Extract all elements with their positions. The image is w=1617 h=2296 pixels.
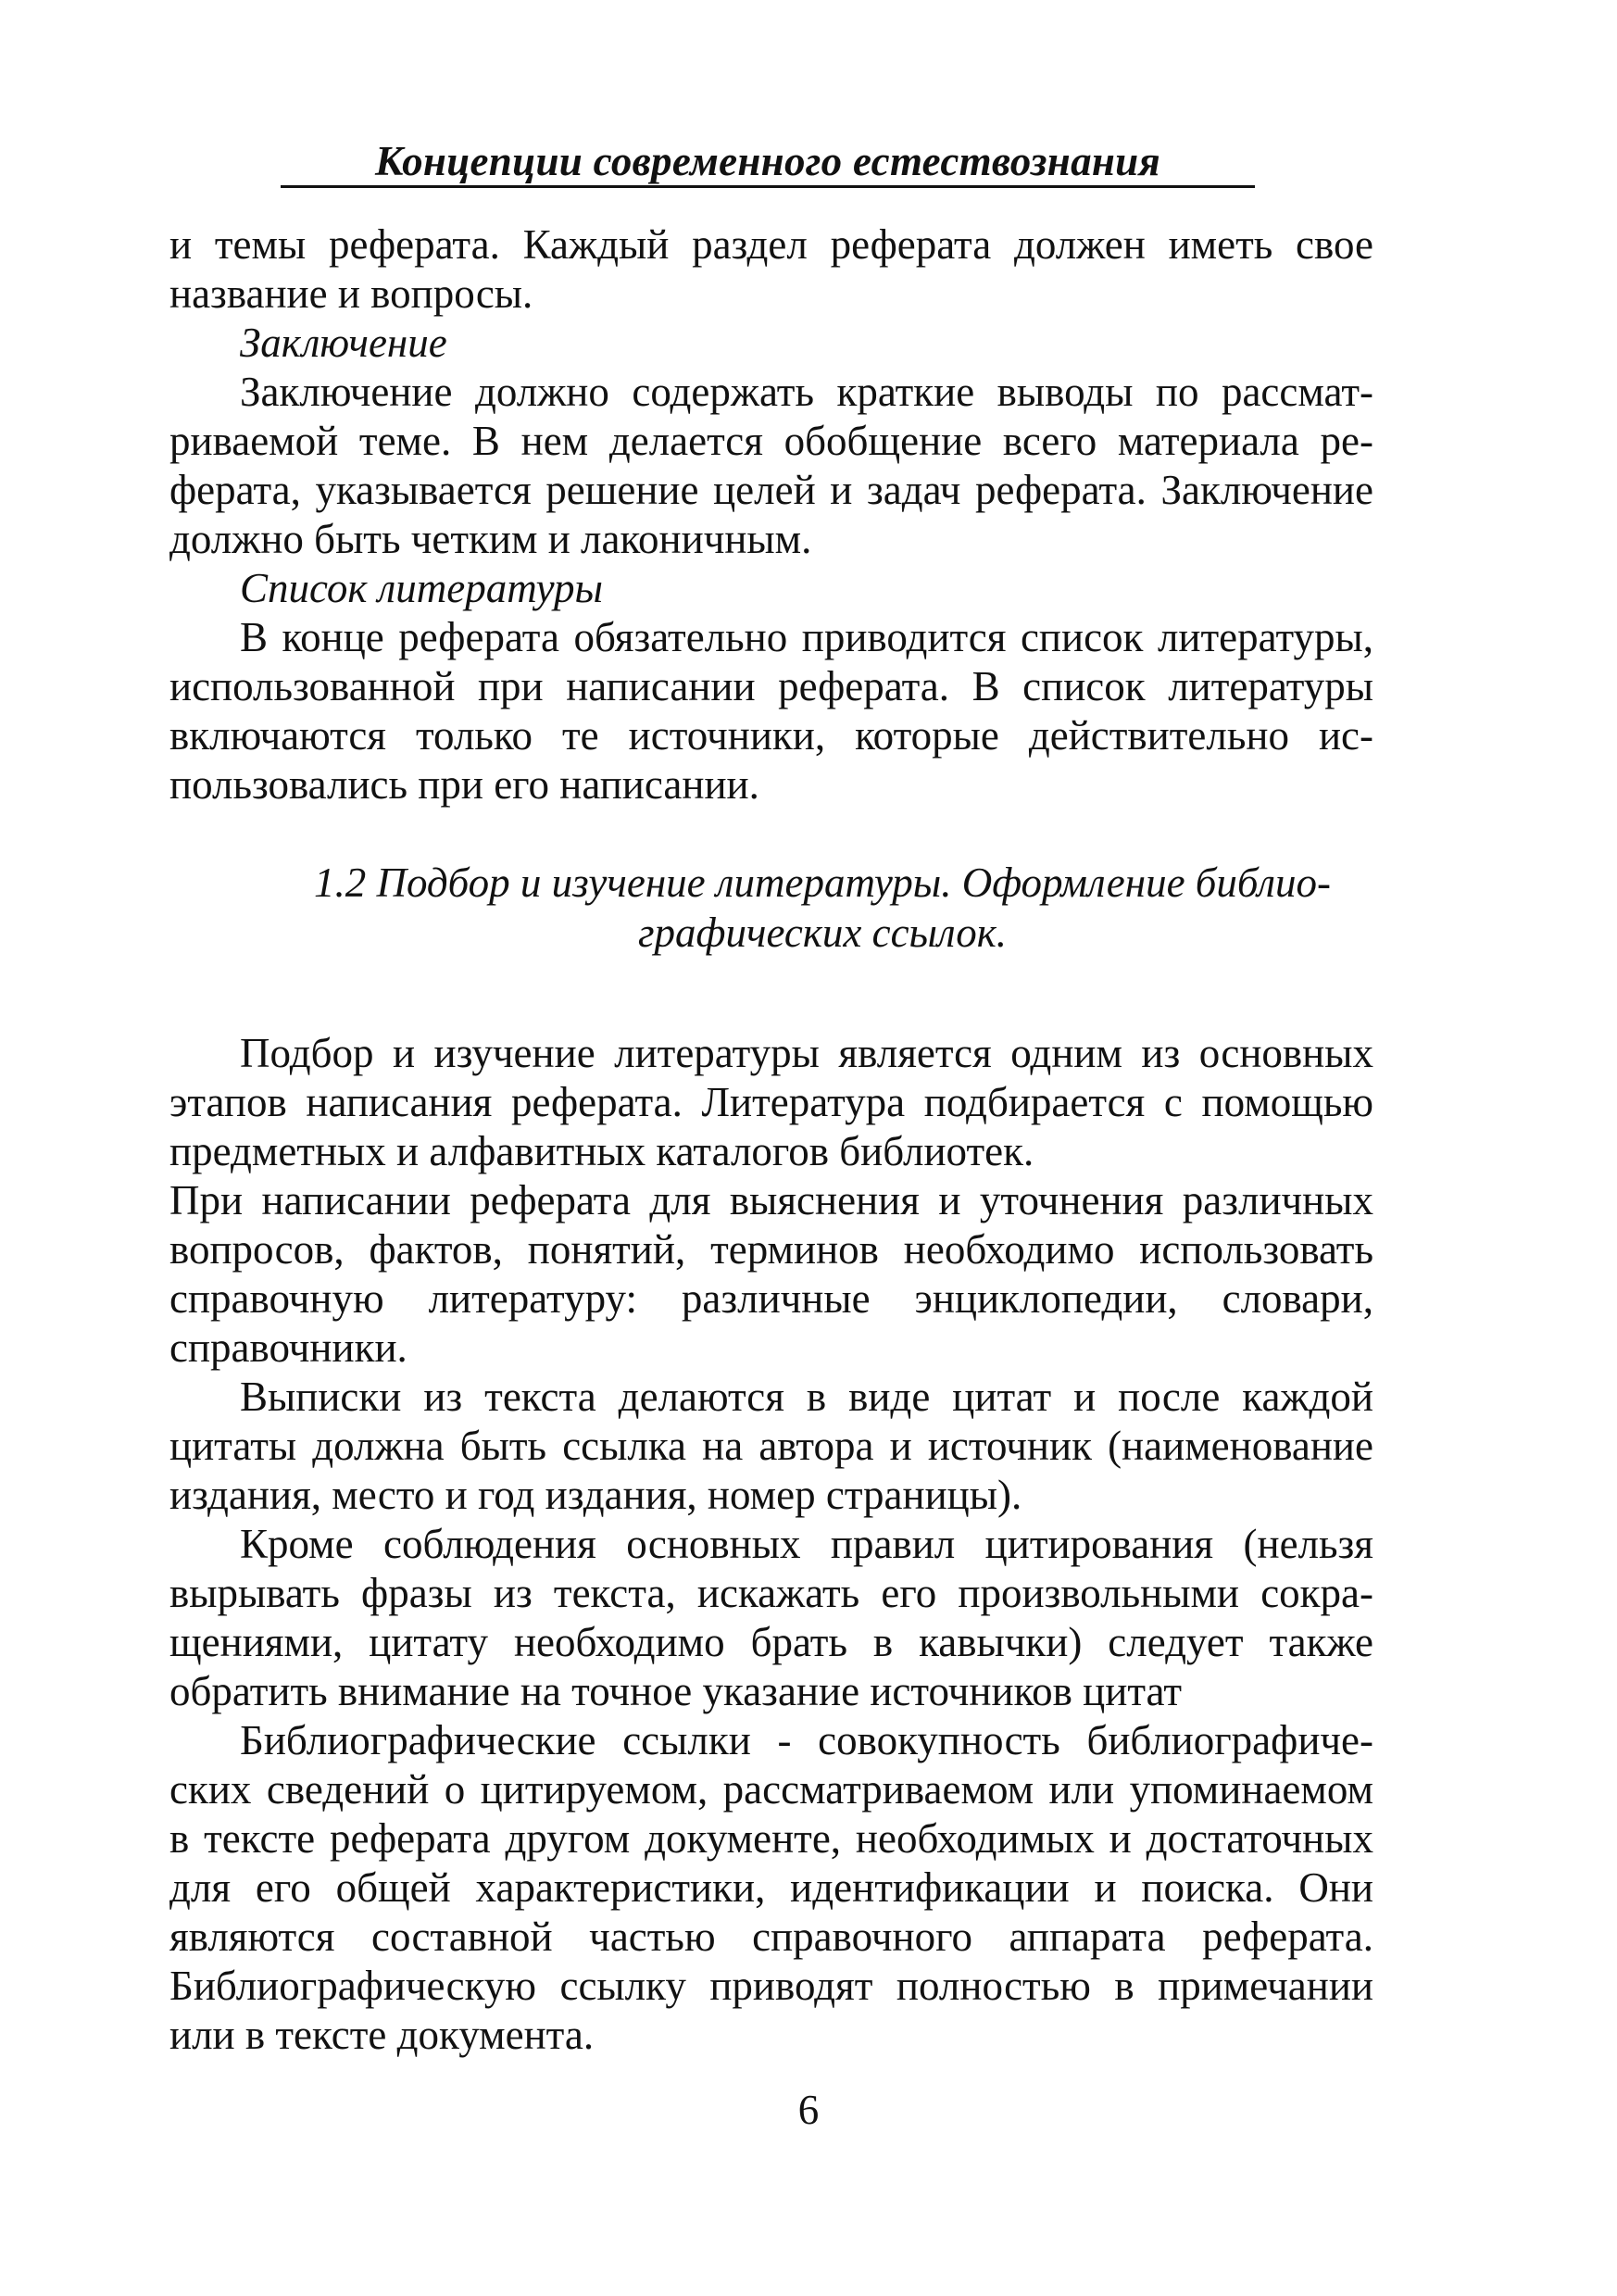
section-title-line-1: 1.2 Подбор и изучение литературы. Оформление библио- [313, 859, 1332, 906]
running-header: Концепции современного естествознания [281, 137, 1255, 188]
section-title-line-2: графических ссылок. [638, 910, 1007, 956]
conclusion-paragraph: Заключение должно содержать краткие выводы по рассмат-риваемой теме. В нем делается обобщение всего материала ре-ферата, указывается решение целей и задач реферата. Заключение должно быть четким и лаконичным. [169, 369, 1373, 562]
page-number: 6 [797, 2087, 820, 2133]
conclusion-heading: Заключение [240, 320, 447, 366]
section-spacer-before [169, 809, 1373, 858]
intro-continuation-paragraph: и темы реферата. Каждый раздел реферата должен иметь свое название и вопросы. [169, 221, 1373, 317]
paragraph-literature-selection: Подбор и изучение литературы является одним из основных этапов написания реферата. Литература подбирается с помощью предметных и алфавитных каталогов библиотек. [169, 1030, 1373, 1174]
paragraph-quotations: Выписки из текста делаются в виде цитат и после каждой цитаты должна быть ссылка на автора и источник (наименование издания, место и год издания, номер страницы). [169, 1374, 1373, 1518]
paragraph-citation-rules: Кроме соблюдения основных правил цитирования (нельзя вырывать фразы из текста, искажать его произвольными сокра-щениями, цитату необходимо брать в кавычки) следует также обратить внимание на точное указание источников цитат [169, 1521, 1373, 1714]
bibliography-paragraph: В конце реферата обязательно приводится список литературы, использованной при написании реферата. В список литературы включаются только те источники, которые действительно ис-пользовались при его написании. [169, 614, 1373, 808]
section-spacer-after [169, 958, 1373, 1029]
paragraph-reference-literature: При написании реферата для выяснения и уточнения различных вопросов, фактов, понятий, терминов необходимо использовать справочную литературу: различные энциклопедии, словари, справочники. [169, 1177, 1373, 1371]
paragraph-bibliographic-references: Библиографические ссылки - совокупность библиографиче-ских сведений о цитируемом, рассматриваемом или упоминаемом в тексте реферата другом документе, необходимых и достаточных для его общей характеристики, идентификации и поиска. Они являются составной частью справочного аппарата реферата. Библиографическую ссылку приводят полностью в примечании или в тексте документа. [169, 1717, 1373, 2058]
body-text [169, 220, 1373, 2060]
section-title [169, 858, 1373, 958]
bibliography-heading: Список литературы [240, 565, 603, 611]
